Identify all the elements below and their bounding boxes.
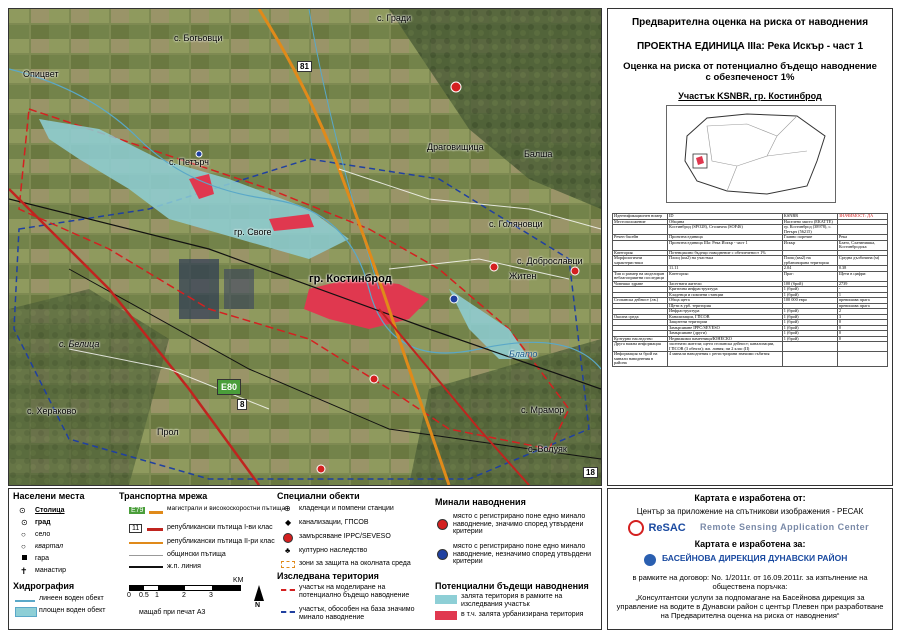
risk-table-cell: Площ (км2) на участъка bbox=[668, 256, 783, 266]
risk-table-cell bbox=[613, 225, 668, 235]
place-label: с. Мрамор bbox=[521, 405, 565, 415]
risk-table-cell: превишава прага bbox=[837, 298, 887, 304]
risk-table-cell: Недвижими паметници/ЮНЕСКО bbox=[668, 336, 783, 342]
place-label: с. Богьовци bbox=[174, 33, 223, 43]
risk-table-cell: 11.11 bbox=[668, 266, 783, 272]
risk-table-cell: 100 000 евро bbox=[782, 298, 837, 304]
risk-table-row bbox=[613, 342, 888, 352]
legend-item: залята територия в рамките на изследвания участък bbox=[461, 593, 563, 608]
risk-table-cell: 1 (брой) bbox=[782, 336, 837, 342]
legend-item: републикански пътища I-ви клас bbox=[167, 524, 273, 531]
legend-item: републикански пътища II-ри клас bbox=[167, 538, 275, 545]
legend-item: гара bbox=[35, 555, 50, 562]
risk-table-cell: 0.38 bbox=[837, 266, 887, 272]
quarter-icon: ○ bbox=[21, 542, 26, 551]
risk-table-cell: Местоположение bbox=[613, 219, 668, 225]
legend-item: място с регистрирано поне едно минало наводнение, значимо според утвърдени критерии bbox=[453, 513, 586, 536]
place-label: Балша bbox=[524, 149, 553, 159]
risk-table-row bbox=[613, 352, 888, 367]
risk-table-cell: 1 (брой) bbox=[782, 320, 837, 326]
risk-table-cell bbox=[837, 225, 887, 235]
north-arrow-icon bbox=[254, 585, 264, 601]
risk-table bbox=[612, 213, 888, 367]
area-water-icon bbox=[15, 607, 37, 617]
legend-item: село bbox=[35, 531, 51, 538]
risk-table-cell: Главно поречие bbox=[782, 235, 837, 241]
legend-item: линеен воден обект bbox=[39, 595, 104, 602]
risk-table-cell: 2 bbox=[837, 309, 887, 315]
legend-study-title: Изследвана територия bbox=[277, 571, 379, 581]
risk-table-cell: 1 (брой) bbox=[782, 325, 837, 331]
risk-table-cell: Речен басейн bbox=[613, 235, 668, 241]
risk-table-cell: Категория: bbox=[668, 271, 783, 281]
legend-item: магистрали и високоскоростни пътища bbox=[167, 505, 286, 512]
risk-table-cell: Засегнати жители bbox=[668, 281, 783, 287]
locator-map bbox=[666, 105, 836, 203]
legend-future-title: Потенциални бъдещи наводнения bbox=[435, 581, 589, 591]
risk-table-cell: Проектна единица bbox=[668, 235, 783, 241]
linear-water-icon bbox=[15, 600, 35, 602]
scale-tick: 2 bbox=[182, 592, 186, 599]
study-red-icon bbox=[281, 589, 295, 591]
legend-transport-title: Транспортна мрежа bbox=[119, 491, 208, 501]
risk-table-cell: Блато, Слатинишка, Костинбродска bbox=[837, 240, 887, 250]
risk-table-cell: Кладенци и помпени станции bbox=[668, 292, 783, 298]
credits bbox=[607, 488, 893, 630]
risk-table-cell: - bbox=[837, 287, 887, 293]
risk-table-cell: Щети в урб. територия bbox=[668, 303, 783, 309]
sewage-icon: ◆ bbox=[285, 518, 292, 527]
legend-item: град bbox=[35, 519, 51, 526]
risk-table-cell: Критична инфраструктура bbox=[668, 287, 783, 293]
legend-past-title: Минали наводнения bbox=[435, 497, 526, 507]
basin-name: БАСЕЙНОВА ДИРЕКЦИЯ ДУНАВСКИ РАЙОН bbox=[662, 553, 848, 563]
place-label: с. Хераково bbox=[27, 406, 77, 416]
legend-item: замърсяване IPPC/SEVESO bbox=[299, 533, 391, 540]
made-by-label: Картата е изработена от: bbox=[694, 493, 806, 503]
risk-table-cell: 1 (брой) bbox=[782, 314, 837, 320]
risk-table-cell bbox=[837, 342, 887, 352]
scale-unit: KM bbox=[233, 577, 244, 584]
legend-item: кладенци и помпени станции bbox=[299, 505, 394, 512]
protected-zone-icon bbox=[281, 561, 295, 568]
risk-table-cell: Морфологични характеристики bbox=[613, 256, 668, 266]
past-significant-icon bbox=[437, 519, 448, 530]
legend-item: общински пътища bbox=[167, 551, 226, 558]
legend-item: място с регистрирано поне едно минало наводнение, незначимо според утвърдени критерии bbox=[453, 543, 592, 566]
risk-table-cell bbox=[782, 342, 837, 352]
town-icon: ⊙ bbox=[21, 518, 28, 527]
past-minor-icon bbox=[437, 549, 448, 560]
risk-table-cell: 1 bbox=[837, 292, 887, 298]
scale-tick: 0 bbox=[127, 592, 131, 599]
risk-table-cell: Искър bbox=[782, 240, 837, 250]
risk-table-cell: гр. Костинброд (38978), с. Петърч (56215) bbox=[782, 225, 837, 235]
risk-table-cell: 1 (брой) bbox=[782, 287, 837, 293]
made-for-label: Картата е изработена за: bbox=[694, 539, 806, 549]
contract-text: в рамките на договор: No. 1/2011г. от 16.09.2011г. за изпълнение на обществена поръчка: bbox=[632, 573, 868, 591]
motorway-icon bbox=[149, 511, 163, 514]
station-icon bbox=[22, 555, 27, 560]
risk-table-cell: 1 (брой) bbox=[782, 292, 837, 298]
railway-icon bbox=[129, 566, 163, 568]
risk-table-cell: Щети в цифри: bbox=[837, 271, 887, 281]
heritage-icon: ♣ bbox=[285, 546, 291, 555]
risk-table-cell: Друга важна информация bbox=[613, 342, 668, 352]
legend-item: участък, обособен на база значимо минало наводнение bbox=[299, 606, 415, 621]
place-label: с. Голяновци bbox=[489, 219, 543, 229]
risk-table-cell: Община bbox=[668, 219, 783, 225]
risk-table-cell: Канализации, ГПСОВ bbox=[668, 314, 783, 320]
legend-item: зони за защита на околната среда bbox=[299, 560, 411, 567]
road1-icon bbox=[147, 528, 163, 531]
risk-table-cell: ЗНАЧИМОСТ: ДА bbox=[837, 214, 887, 220]
risk-table-cell: KSNBR bbox=[782, 214, 837, 220]
legend bbox=[8, 488, 602, 630]
risk-table-cell: Идентификационен номер bbox=[613, 214, 668, 220]
risk-table-cell: Културно наследство bbox=[613, 336, 668, 342]
map-view[interactable] bbox=[8, 8, 602, 486]
risk-table-cell: Река bbox=[837, 235, 887, 241]
risk-table-cell: Замърсяване (други) bbox=[668, 331, 783, 337]
risk-table-row bbox=[613, 256, 888, 266]
legend-item: канализации, ГПСОВ bbox=[299, 519, 369, 526]
study-blue-icon bbox=[281, 611, 295, 613]
road2-icon bbox=[129, 542, 163, 544]
basin-logo bbox=[644, 551, 656, 569]
road-badge: 8 bbox=[237, 399, 247, 410]
risk-table-cell bbox=[837, 352, 887, 367]
risk-table-cell: Околна среда bbox=[613, 314, 668, 320]
place-label: с. Доброславци bbox=[517, 256, 583, 266]
scale-bar bbox=[129, 585, 241, 591]
place-label: Драговищица bbox=[427, 142, 484, 152]
legend-item: квартал bbox=[35, 543, 64, 550]
project-text: „Консултантски услуги за подпомагане на Басейнова дирекция за управление на водите в Дунавски район с център Плевен при разработване на Предварителна оценка на риска от наводнения“ bbox=[616, 593, 884, 620]
monastery-icon: ✝ bbox=[20, 566, 28, 576]
risk-table-cell: 4 минали наводнения с регистрирани значими събития bbox=[668, 352, 783, 367]
legend-hydro-title: Хидрография bbox=[13, 581, 75, 591]
risk-table-cell: ID bbox=[668, 214, 783, 220]
place-label: гр. Своге bbox=[234, 227, 272, 237]
risk-table-row bbox=[613, 240, 888, 250]
risk-table-cell: Информация за брой на минали наводнения в района bbox=[613, 352, 668, 367]
risk-table-cell: Обща щета bbox=[668, 298, 783, 304]
risk-table-cell: 2739 bbox=[837, 281, 887, 287]
risk-table-cell: Костинброд (SFO28), Столична (SOF46) bbox=[668, 225, 783, 235]
risk-table-cell: Стопанска дейност (лв.) bbox=[613, 298, 668, 304]
pollution-icon bbox=[283, 533, 293, 543]
legend-special-title: Специални обекти bbox=[277, 491, 360, 501]
scale-tick: 1 bbox=[155, 592, 159, 599]
place-label-town: гр. Костинброд bbox=[309, 273, 392, 285]
risk-table-cell: 0 bbox=[837, 320, 887, 326]
panel-unit: ПРОЕКТНА ЕДИНИЦА IIIa: Река Искър - част 1 bbox=[636, 41, 864, 52]
panel-title: Предварителна оценка на риска от наводнения bbox=[631, 17, 869, 28]
risk-table-cell: превишава прага bbox=[837, 303, 887, 309]
capital-icon: ⊙ bbox=[19, 506, 26, 515]
legend-item: площен воден обект bbox=[39, 607, 106, 614]
road-badge: 18 bbox=[583, 467, 598, 478]
risk-table-cell: Човешко здраве bbox=[613, 281, 668, 287]
road1-badge: 11 bbox=[129, 524, 142, 533]
risk-table-cell: 0 bbox=[837, 325, 887, 331]
risk-table-cell: Средна дълбочина (м) bbox=[837, 256, 887, 266]
scale-caption: мащаб при печат А3 bbox=[139, 609, 206, 616]
info-panel bbox=[607, 8, 893, 486]
resac-logo-text: ReSAC bbox=[648, 521, 686, 534]
risk-table-cell: Проектна единица IIIa: Река Искър - част 1 bbox=[668, 240, 783, 250]
future-urban-icon bbox=[435, 611, 457, 620]
village-icon: ○ bbox=[21, 530, 26, 539]
resac-name: Remote Sensing Application Center bbox=[700, 522, 870, 532]
center-name: Център за приложение на спътникови изображения - РЕСАК bbox=[636, 507, 864, 516]
risk-table-cell: Защитени територии bbox=[668, 320, 783, 326]
risk-table-cell: 2.04 bbox=[782, 266, 837, 272]
risk-table-row bbox=[613, 271, 888, 281]
risk-table-cell: Площ (км2) на урбанизирана територия bbox=[782, 256, 837, 266]
legend-item: манастир bbox=[35, 567, 66, 574]
risk-table-cell: засегнати жители; щети стопанска дейност; канализации, ГПСОВ (3 обекта); жп. линия; пи 2 клас (II) bbox=[668, 342, 783, 352]
panel-section: Участък KSNBR, гр. Костинброд bbox=[678, 91, 822, 101]
risk-table-row bbox=[613, 225, 888, 235]
risk-table-cell: Категория bbox=[613, 250, 668, 256]
risk-table-cell: Населено място (ЕКАТТЕ) bbox=[782, 219, 837, 225]
place-label: с. Гради bbox=[377, 13, 412, 23]
scale-tick: 3 bbox=[209, 592, 213, 599]
north-label: N bbox=[255, 602, 261, 609]
road-badge-euro: E80 bbox=[217, 379, 241, 395]
legend-item: ж.п. линия bbox=[167, 563, 201, 570]
well-icon: ⊕ bbox=[284, 504, 291, 513]
road-badge: 81 bbox=[297, 61, 312, 72]
risk-table-cell bbox=[613, 240, 668, 250]
risk-table-cell: Инфраструктура bbox=[668, 309, 783, 315]
scale-tick: 0.5 bbox=[139, 592, 149, 599]
place-label: с. Волуяк bbox=[528, 444, 567, 454]
legend-item: в т.ч. залята урбанизирана територия bbox=[461, 611, 584, 618]
risk-table-cell: 0 bbox=[837, 331, 887, 337]
legend-item: Столица bbox=[35, 507, 65, 514]
risk-table-cell: Тип и размер на моделиран неблагоприятни последици bbox=[613, 271, 668, 281]
motorway-badge: E79 bbox=[131, 507, 144, 514]
risk-table-cell: 3 bbox=[837, 314, 887, 320]
place-label: Житен bbox=[509, 271, 537, 281]
risk-table-cell: 1 (брой) bbox=[782, 331, 837, 337]
place-label: Прол bbox=[157, 427, 179, 437]
risk-table-cell: 0 bbox=[837, 336, 887, 342]
basin-logo-icon bbox=[644, 554, 656, 566]
legend-item: участък на моделиране на потенциално бъдещо наводнение bbox=[299, 584, 410, 599]
municipal-road-icon bbox=[129, 555, 163, 556]
risk-table-cell: 100 (брой) bbox=[782, 281, 837, 287]
risk-table-cell: Праг: bbox=[782, 271, 837, 281]
place-label: с. Белица bbox=[59, 339, 100, 349]
map-canvas bbox=[9, 9, 601, 485]
future-flood-icon bbox=[435, 595, 457, 604]
legend-item: културно наследство bbox=[299, 547, 368, 554]
legend-settlements-title: Населени места bbox=[13, 491, 85, 501]
resac-logo bbox=[628, 519, 686, 537]
risk-table-cell: Замърсяване IPPC/SEVESO bbox=[668, 325, 783, 331]
river-label: Блато bbox=[509, 349, 538, 359]
panel-subtitle: Оценка на риска от потенциално бъдещо наводнение с обезпеченост 1% bbox=[623, 61, 877, 83]
risk-table-cell: Потенциално бъдещо наводнение с обезпеченост 1% bbox=[668, 250, 783, 256]
risk-table-cell bbox=[782, 352, 837, 367]
place-label: Опицвет bbox=[23, 69, 59, 79]
risk-table-cell: 1 (брой) bbox=[782, 309, 837, 315]
place-label: с. Петърч bbox=[169, 157, 209, 167]
